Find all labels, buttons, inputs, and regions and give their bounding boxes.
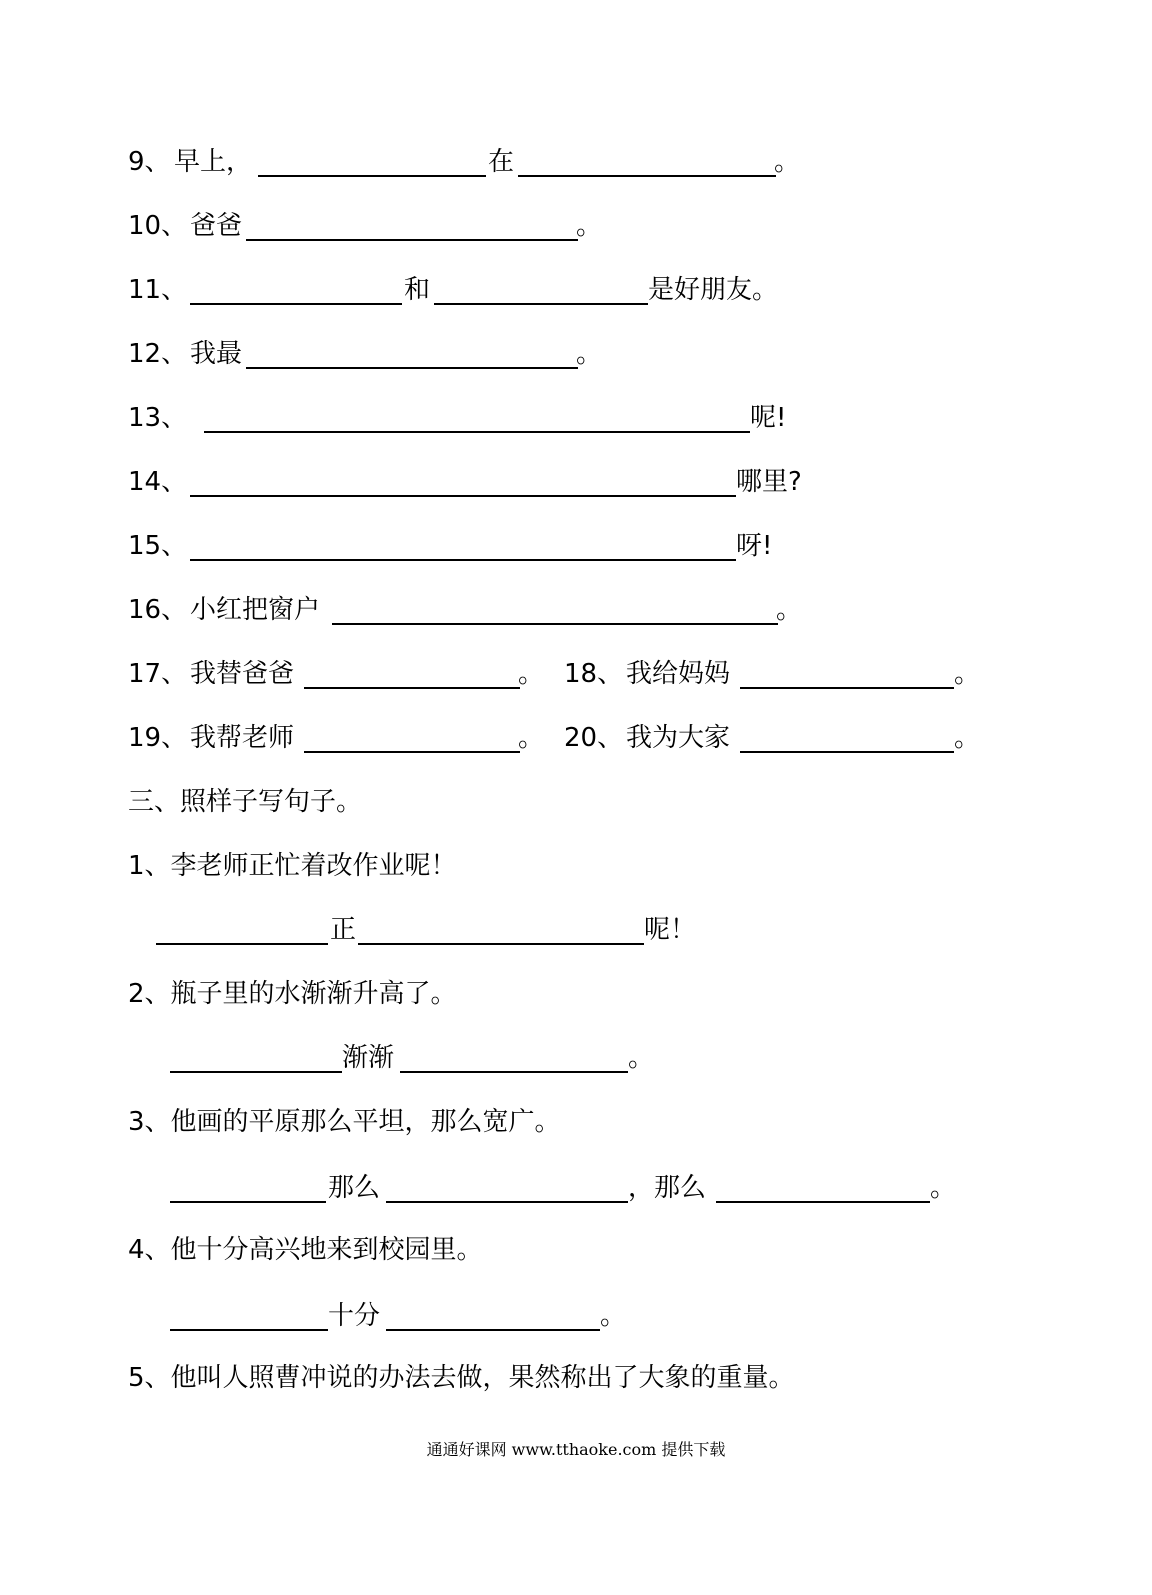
answer-blank[interactable] [190,495,736,497]
question-text: 哪里? [736,467,802,497]
question-number: 20、 [564,723,624,753]
answer-blank[interactable] [258,175,486,177]
question-punct: 。 [576,339,603,369]
question-number: 14、 [128,467,188,497]
answer-blank[interactable] [190,303,402,305]
section-title: 三、照样子写句子。 [128,787,363,817]
answer-ending: 。 [930,1173,957,1203]
answer-keyword: 十分 [328,1301,381,1331]
answer-blank[interactable] [204,431,750,433]
question-number: 17、 [128,659,188,689]
answer-blank[interactable] [246,239,578,241]
answer-blank[interactable] [170,1329,328,1331]
answer-blank[interactable] [716,1201,930,1203]
example-sentence: 5、他叫人照曹冲说的办法去做，果然称出了大象的重量。 [128,1363,795,1393]
answer-keyword: 那么 [328,1173,381,1203]
question-punct: 。 [776,595,803,625]
answer-ending: 呢！ [644,915,697,945]
answer-ending: 。 [628,1043,655,1073]
question-punct: 。 [954,659,981,689]
question-number: 13、 [128,403,188,433]
answer-blank[interactable] [358,943,644,945]
question-punct: 。 [954,723,981,753]
answer-blank[interactable] [386,1201,628,1203]
question-text: 呢! [750,403,787,433]
answer-keyword: ，那么 [628,1173,707,1203]
answer-blank[interactable] [170,1071,342,1073]
example-sentence: 2、瓶子里的水渐渐升高了。 [128,979,457,1009]
answer-ending: 。 [600,1301,627,1331]
question-text: 在 [488,147,515,177]
question-number: 16、 [128,595,188,625]
example-sentence: 3、他画的平原那么平坦，那么宽广。 [128,1107,561,1137]
answer-blank[interactable] [304,687,520,689]
question-punct: 。 [576,211,603,241]
question-text: 小红把窗户 [190,595,321,625]
question-text: 我为大家 [626,723,731,753]
question-text: 是好朋友。 [648,275,779,305]
question-number: 9、 [128,147,171,177]
example-sentence: 1、李老师正忙着改作业呢！ [128,851,457,881]
answer-keyword: 正 [330,915,357,945]
question-punct: 。 [518,659,545,689]
question-text: 我帮老师 [190,723,295,753]
question-punct: 。 [774,147,801,177]
question-text: 爸爸 [190,211,243,241]
answer-blank[interactable] [304,751,520,753]
question-punct: 。 [518,723,545,753]
question-text: 我给妈妈 [626,659,731,689]
page-footer: 通通好课网 www.tthaoke.com 提供下载 [426,1440,726,1459]
question-text: 早上， [174,147,253,177]
question-text: 呀! [736,531,773,561]
answer-blank[interactable] [170,1201,326,1203]
question-number: 19、 [128,723,188,753]
question-text: 我替爸爸 [190,659,295,689]
question-text: 和 [404,275,431,305]
question-text: 我最 [190,339,243,369]
question-number: 10、 [128,211,188,241]
answer-blank[interactable] [156,943,328,945]
question-number: 15、 [128,531,188,561]
answer-blank[interactable] [740,751,954,753]
answer-blank[interactable] [740,687,954,689]
answer-blank[interactable] [246,367,578,369]
answer-blank[interactable] [386,1329,600,1331]
answer-blank[interactable] [434,303,648,305]
answer-blank[interactable] [400,1071,628,1073]
answer-blank[interactable] [190,559,736,561]
question-number: 11、 [128,275,188,305]
answer-blank[interactable] [332,623,778,625]
question-number: 18、 [564,659,624,689]
answer-blank[interactable] [518,175,776,177]
question-number: 12、 [128,339,188,369]
example-sentence: 4、他十分高兴地来到校园里。 [128,1235,483,1265]
answer-keyword: 渐渐 [342,1043,395,1073]
